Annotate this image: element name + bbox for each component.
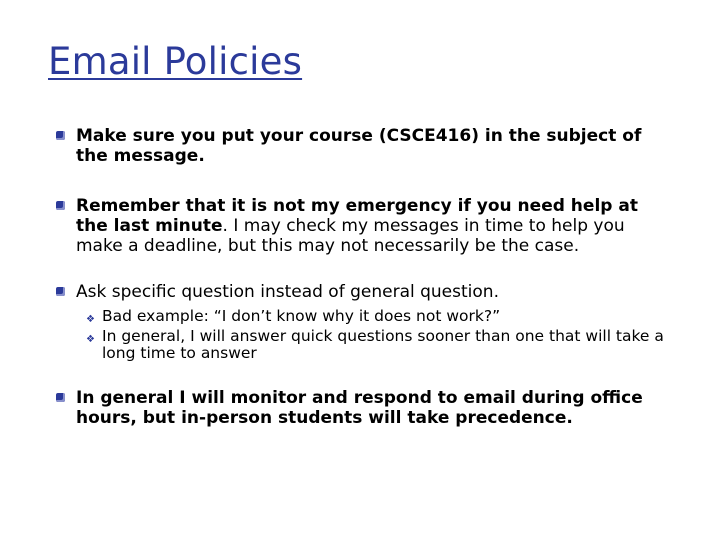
square-bullet-icon [56, 393, 65, 402]
square-bullet-icon [56, 201, 65, 210]
bullet-text-bold: In general I will monitor and respond to email during office hours, but in-person students will take precedence. [76, 388, 643, 428]
slide-title: Email Policies [48, 40, 303, 83]
bullet-text-bold: Make sure you put your course (CSCE416) in the subject of the message. [76, 126, 642, 166]
sub-bullet-list [76, 308, 666, 362]
sub-bullet-item [84, 328, 666, 362]
diamond-bullet-icon: ❖ [86, 334, 95, 345]
sub-bullet-text: Bad example: “I don’t know why it does not work?” [102, 307, 501, 325]
bullet-text: Ask specific question instead of general question. [76, 282, 499, 302]
square-bullet-icon [56, 131, 65, 140]
bullet-item [56, 196, 666, 256]
sub-bullet-text: In general, I will answer quick questions sooner than one that will take a long time to answer [102, 327, 664, 362]
bullet-item [56, 282, 666, 365]
bullet-item [56, 388, 666, 428]
bullet-text: . I may check my messages in time to help you make a deadline, but this may not necessarily be the case. [76, 216, 625, 256]
bullet-item [56, 126, 666, 166]
sub-bullet-item [84, 308, 666, 325]
diamond-bullet-icon: ❖ [86, 314, 95, 325]
square-bullet-icon [56, 287, 65, 296]
bullet-text-bold: Remember that it is not my emergency if you need help at the last minute [76, 196, 638, 236]
